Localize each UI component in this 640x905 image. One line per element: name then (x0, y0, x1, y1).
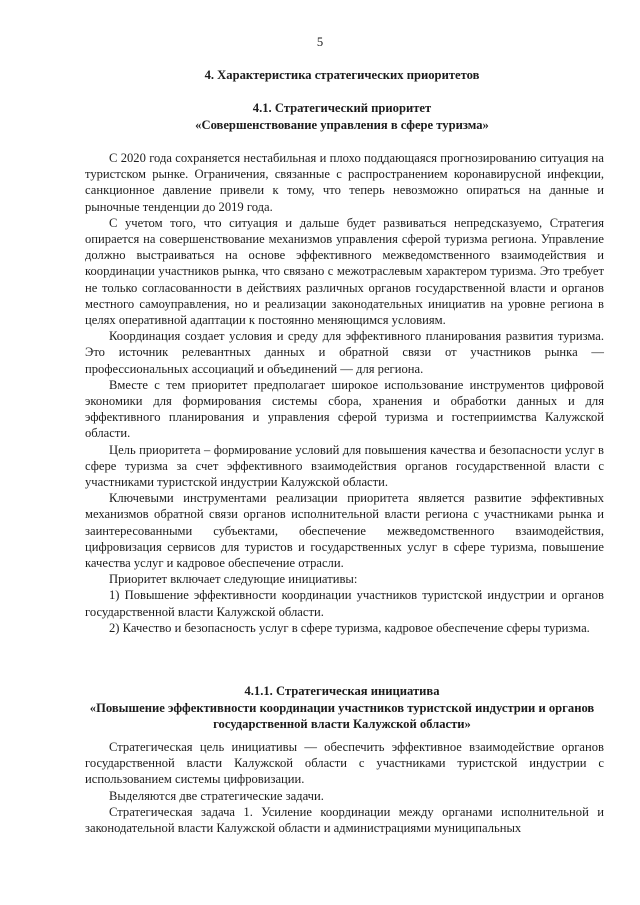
initiative-name: «Повышение эффективности координации участников туристской индустрии и органов государственной власти Калужской области» (89, 701, 595, 732)
paragraph: 2) Качество и безопасность услуг в сфере туризма, кадровое обеспечение сферы туризма. (109, 620, 590, 635)
priority-body (85, 150, 604, 636)
paragraph: Координация создает условия и среду для эффективного планирования развития туризма. Это источник релевантных данных и обратной связи от участников рынка — профессиональных ассоциаций и объединений — для региона. (85, 329, 604, 376)
paragraph: Цель приоритета – формирование условий для повышения качества и безопасности услуг в сфере туризма за счет эффективного взаимодействия органов государственной власти с участниками туристской индустрии Калужской области. (85, 442, 604, 490)
paragraph: Стратегическая задача 1. Усиление координации между органами исполнительной и законодательной власти Калужской области и администрациями муниципальных (85, 804, 604, 836)
paragraph: Вместе с тем приоритет предполагает широкое использование инструментов цифровой экономики для формирования системы сбора, хранения и обработки данных и для эффективного планирования и управления сферой туризма и гостеприимства Калужской области. (85, 377, 604, 441)
paragraph: С 2020 года сохраняется нестабильная и плохо поддающаяся прогнозированию ситуация на туристском рынке. Ограничения, связанные с распространением коронавирусной инфекции, санкционное давление привели к тому, что теперь невозможно опираться на данные и рыночные тенденции до 2019 года. (85, 151, 604, 214)
priority-name: «Совершенствование управления в сфере туризма» (195, 118, 489, 132)
initiative-body (85, 739, 604, 836)
priority-number: 4.1. Стратегический приоритет (252, 101, 432, 115)
initiative-number: 4.1.1. Стратегическая инициатива (244, 684, 440, 698)
paragraph: 1) Повышение эффективности координации участников туристской индустрии и органов государственной власти Калужской области. (85, 588, 604, 619)
paragraph: Ключевыми инструментами реализации приоритета является развитие эффективных механизмов обратной связи органов исполнительной власти региона с участниками рынка и заинтересованными субъектами, обеспечение межведомственного взаимодействия, цифровизация сервисов для туристов и государственных услуг в сфере туризма, повышение качества услуг и кадровое обеспечение отрасли. (85, 491, 604, 571)
paragraph: Выделяются две стратегические задачи. (109, 788, 324, 803)
paragraph: С учетом того, что ситуация и дальше будет развиваться непредсказуемо, Стратегия опирается на совершенствование механизмов управления сферой туризма региона. Управление должно выстраиваться на основе эффективного межведомственного взаимодействия и координации участников рынка, что связано с межотраслевым характером туризма. Это требует не только согласованности в действиях различных органов государственной власти и органов местного самоуправления, но и реализации законодательных инициатив на уровне региона в целях оперативной адаптации к постоянно меняющимся условиям. (85, 215, 604, 328)
section-title: 4. Характеристика стратегических приоритетов (204, 68, 480, 82)
paragraph: Приоритет включает следующие инициативы: (109, 572, 358, 587)
page-number: 5 (316, 35, 324, 49)
paragraph: Стратегическая цель инициативы — обеспечить эффективное взаимодействие органов государственной власти Калужской области с участниками туристской индустрии с использованием системы цифровизации. (85, 740, 604, 787)
